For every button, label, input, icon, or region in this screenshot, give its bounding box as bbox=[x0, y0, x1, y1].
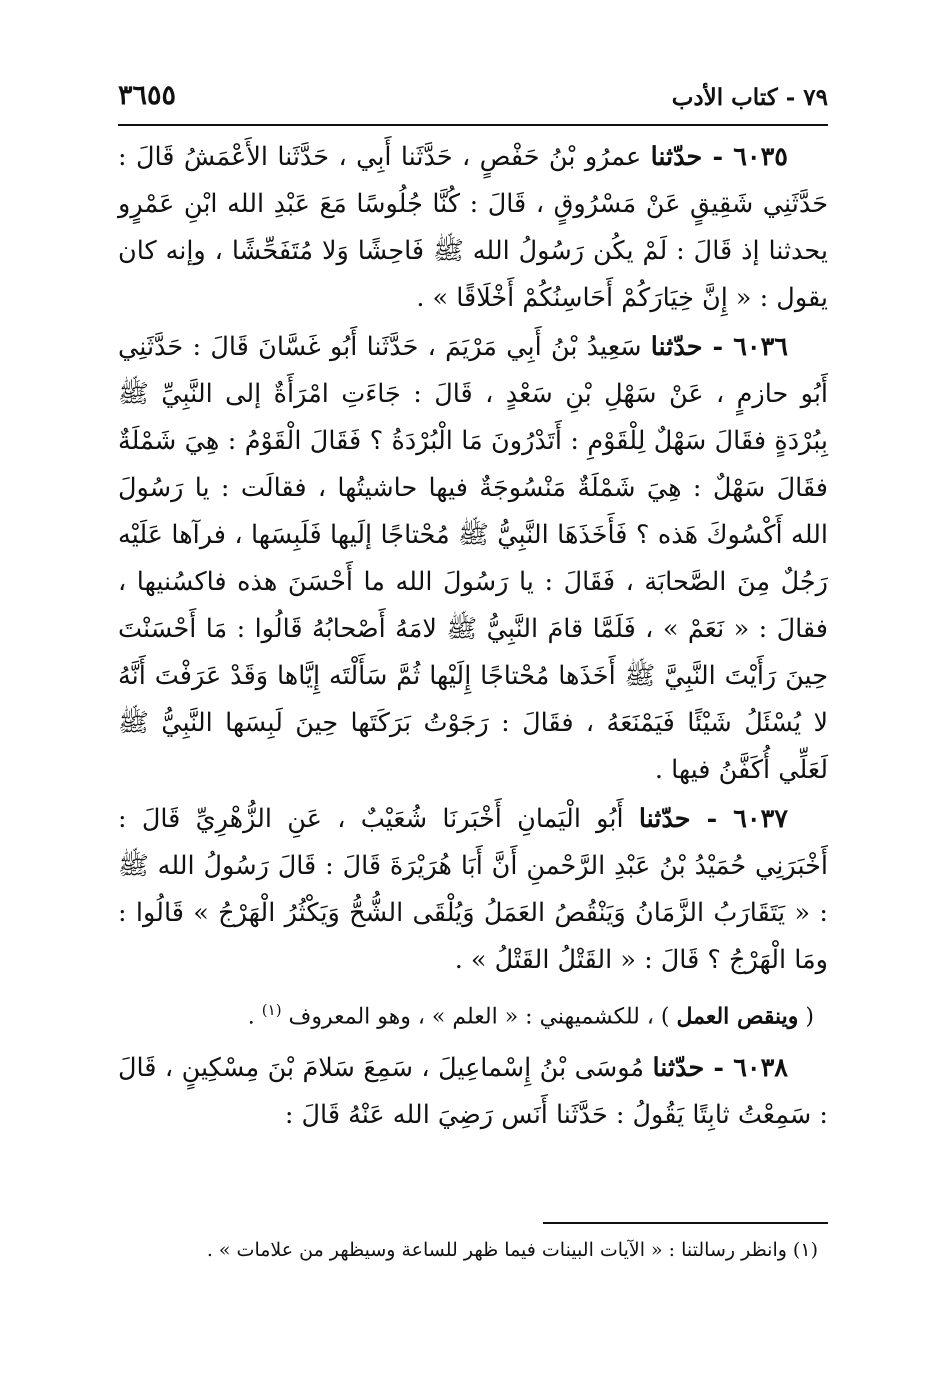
hadith-number: ٦٠٣٥ bbox=[733, 142, 789, 172]
footnote-ref: (١) bbox=[261, 1001, 282, 1019]
running-header bbox=[118, 78, 828, 120]
hadith-dash: - bbox=[704, 1053, 734, 1084]
hadith-number: ٦٠٣٧ bbox=[733, 804, 788, 834]
hadith-number: ٦٠٣٨ bbox=[733, 1053, 788, 1084]
hadith-6036 bbox=[118, 324, 828, 794]
hadith-dash: - bbox=[702, 332, 734, 362]
note-open: ( bbox=[798, 1004, 814, 1030]
hadith-keyword: حدّثنا bbox=[652, 1053, 705, 1084]
hadith-text: سَعِيدُ بْنُ أَبِي مَرْيَمَ ، حَدَّثَنا أَبُو غَسَّانَ قَالَ : حَدَّثَنِي أَبُو حازمٍ ، عَنْ سَهْلِ بْنِ سَعْدٍ ، قَالَ : جَاءَتِ امْرَأَةٌ إلى النَّبِيِّ ﷺ بِبُرْدَةٍ فقَالَ سَهْلٌ لِلْقَوْمِ : أَتَدْرُونَ مَا الْبُرْدَةُ ؟ فَقَالَ الْقَوْمُ : هِيَ شَمْلَةٌ فقَالَ سَهْلٌ : هِيَ شَمْلَةٌ مَنْسُوجَةٌ فيها حاشيتُها ، فقالَت : يا رَسُولَ الله أَكْسُوكَ هَذه ؟ فَأَخَذَهَا النَّبِيُّ ﷺ مُحْتاجًا إلَيها فَلَبِسَها ، فرآها عَلَيْه رَجُلٌ مِنَ الصَّحابَة ، فَقَالَ : يا رَسُولَ الله ما أَحْسَنَ هذه فاكسُنيها ، فقالَ : « نَعَمْ » ، فَلَمَّا قامَ النَّبِيُّ ﷺ لامَهُ أَصْحابُهُ قَالُوا : مَا أَحْسَنْتَ حِينَ رَأَيْتَ النَّبِيَّ ﷺ أَخَذَها مُحْتاجًا إِلَيْها ثُمَّ سَأَلْتَه إِيَّاها وَقَدْ عَرَفْتَ أَنَّهُ لا يُسْئَلُ شَيْئًا فَيَمْنَعَهُ ، فقَالَ : رَجَوْتُ بَرَكَتَها حِينَ لَبِسَها النَّبِيُّ ﷺ لَعَلِّي أُكَفَّنُ فيها . bbox=[118, 332, 828, 785]
note-keyword: وينقص العمل bbox=[676, 1003, 799, 1030]
footnote-rule bbox=[543, 1222, 828, 1224]
hadith-dash: - bbox=[690, 804, 734, 834]
note-text: ) ، للكشميهني : « العلم » ، وهو المعروف bbox=[281, 1004, 677, 1030]
hadith-text: عمرُو بْنُ حَفْصٍ ، حَدَّثَنا أَبِي ، حَدَّثَنا الأَعْمَشُ قَالَ : حَدَّثَنِي شَقِيقٍ عَنْ مَسْرُوقٍ ، قَالَ : كُنَّا جُلُوسًا مَعَ عَبْدِ الله ابْنِ عَمْرٍو يحدثنا إذ قَالَ : لَمْ يكُن رَسُولُ الله ﷺ فَاحِشًا وَلا مُتَفَحِّشًا ، وإنه كان يقول : « إِنَّ خِيَارَكُمْ أَحَاسِنُكُمْ أَخْلَاقًا » . bbox=[118, 142, 828, 313]
header-rule bbox=[118, 124, 828, 126]
page-number: ٣٦٥٥ bbox=[118, 80, 177, 111]
hadith-6037 bbox=[118, 796, 828, 984]
hadith-text: أَبُو الْيَمانِ أَخْبَرنَا شُعَيْبٌ ، عَنِ الزُّهْرِيِّ قَالَ : أَخْبَرَنِي حُمَيْدُ بْنُ عَبْدِ الرَّحْمنِ أَنَّ أَبَا هُرَيْرَةَ قَالَ : قَالَ رَسُولُ الله ﷺ : « يَتَقَارَبُ الزَّمَانُ وَيَنْقُصُ العَمَلُ وَيُلْقَى الشُّحُّ وَيَكْثُرُ الْهَرْجُ » قَالُوا : ومَا الْهَرْجُ ؟ قَالَ : « القَتْلُ القَتْلُ » . bbox=[118, 804, 828, 975]
hadith-dash: - bbox=[702, 142, 734, 172]
note-end: . bbox=[247, 1004, 262, 1030]
hadith-number: ٦٠٣٦ bbox=[733, 332, 788, 362]
main-text bbox=[118, 134, 828, 1141]
hadith-keyword: حدّثنا bbox=[650, 142, 703, 172]
commentary-note bbox=[118, 988, 828, 1039]
chapter-title: ٧٩ - كتاب الأدب bbox=[671, 84, 828, 111]
footnote: (١) وانظر رسالتنا : « الآيات البينات فيما ظهر للساعة وسيظهر من علامات » . bbox=[206, 1239, 818, 1261]
hadith-text: مُوسَى بْنُ إِسْماعِيلَ ، سَمِعَ سَلامَ بْنَ مِسْكِينٍ ، قَالَ : سَمِعْتُ ثابِتًا يَقُولُ : حَدَّثَنا أَنَس رَضِيَ الله عَنْهُ قَالَ : bbox=[118, 1053, 828, 1131]
hadith-keyword: حدّثنا bbox=[650, 332, 703, 362]
hadith-keyword: حدّثنا bbox=[638, 804, 691, 834]
hadith-6038 bbox=[118, 1045, 828, 1139]
hadith-6035 bbox=[118, 134, 828, 322]
